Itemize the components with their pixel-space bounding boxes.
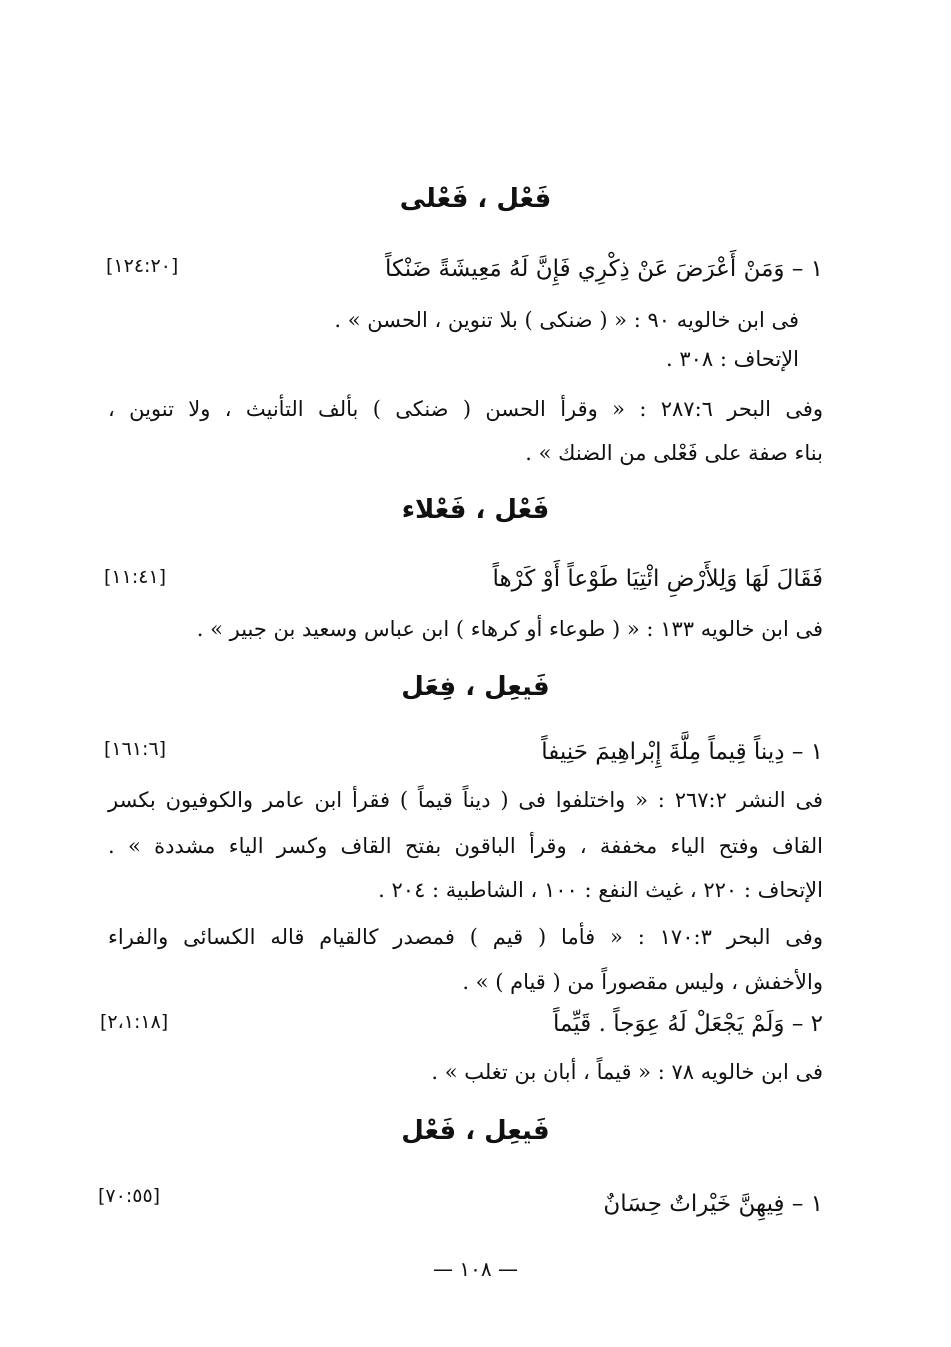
section-heading: فَعْل ، فَعْلاء [401, 495, 550, 525]
note-line: فى ابن خالويه ٧٨ : « قيماً ، أبان بن تغلب » . [431, 1060, 823, 1084]
verse-line: ١ – دِيناً قِيماً مِلَّةَ إِبْراهِيمَ حَنِيفاً [541, 739, 823, 765]
verse-reference: [١٢٤:٢٠] [106, 255, 179, 277]
verse-reference: [١١:٤١] [104, 566, 167, 588]
verse-reference: [٢،١:١٨] [100, 1011, 169, 1033]
verse-line: فَقَالَ لَهَا وَلِلأَرْضِ ائْتِيَا طَوْعاً أَوْ كَرْهاً [492, 566, 823, 592]
verse-reference: [٧٠:٥٥] [98, 1185, 161, 1207]
note-line: القاف وفتح الياء مخففة ، وقرأ الباقون بفتح القاف وكسر الياء مشددة » . [108, 834, 823, 858]
note-line: وفى البحر ١٧٠:٣ : « فأما ( قيم ) فمصدر كالقيام قاله الكسائى والفراء [108, 925, 823, 949]
verse-reference: [١٦١:٦] [104, 738, 167, 760]
verse-line: ٢ – وَلَمْ يَجْعَلْ لَهُ عِوَجاً . قَيِّماً [553, 1011, 823, 1037]
section-heading: فَيعِل ، فَعْل [401, 1116, 550, 1146]
note-line: وفى البحر ٢٨٧:٦ : « وقرأ الحسن ( ضنكى ) بألف التأنيث ، ولا تنوين ، [108, 397, 824, 421]
section-heading: فَعْل ، فَعْلى [399, 184, 552, 214]
note-line: فى ابن خالويه ٩٠ : « ( ضنكى ) بلا تنوين ، الحسن » . [334, 308, 799, 332]
verse-line: ١ – فِيهِنَّ خَيْراتٌ حِسَانٌ [603, 1191, 823, 1217]
note-line: الإتحاف : ٣٠٨ . [665, 347, 799, 371]
page-number: — ١٠٨ — [433, 1257, 518, 1281]
note-line: بناء صفة على فَعْلى من الضنك » . [525, 441, 823, 465]
note-line: الإتحاف : ٢٢٠ ، غيث النفع : ١٠٠ ، الشاطبية : ٢٠٤ . [378, 878, 823, 902]
note-line: فى ابن خالويه ١٣٣ : « ( طوعاء أو كرهاء ) ابن عباس وسعيد بن جبير » . [196, 617, 823, 641]
section-heading: فَيعِل ، فِعَل [401, 672, 550, 702]
note-line: والأخفش ، وليس مقصوراً من ( قيام ) » . [462, 970, 823, 994]
note-line: فى النشر ٢٦٧:٢ : « واختلفوا فى ( ديناً قيماً ) فقرأ ابن عامر والكوفيون بكسر [108, 788, 823, 812]
verse-line: ١ – وَمَنْ أَعْرَضَ عَنْ ذِكْرِي فَإِنَّ لَهُ مَعِيشَةً ضَنْكاً [385, 256, 823, 282]
